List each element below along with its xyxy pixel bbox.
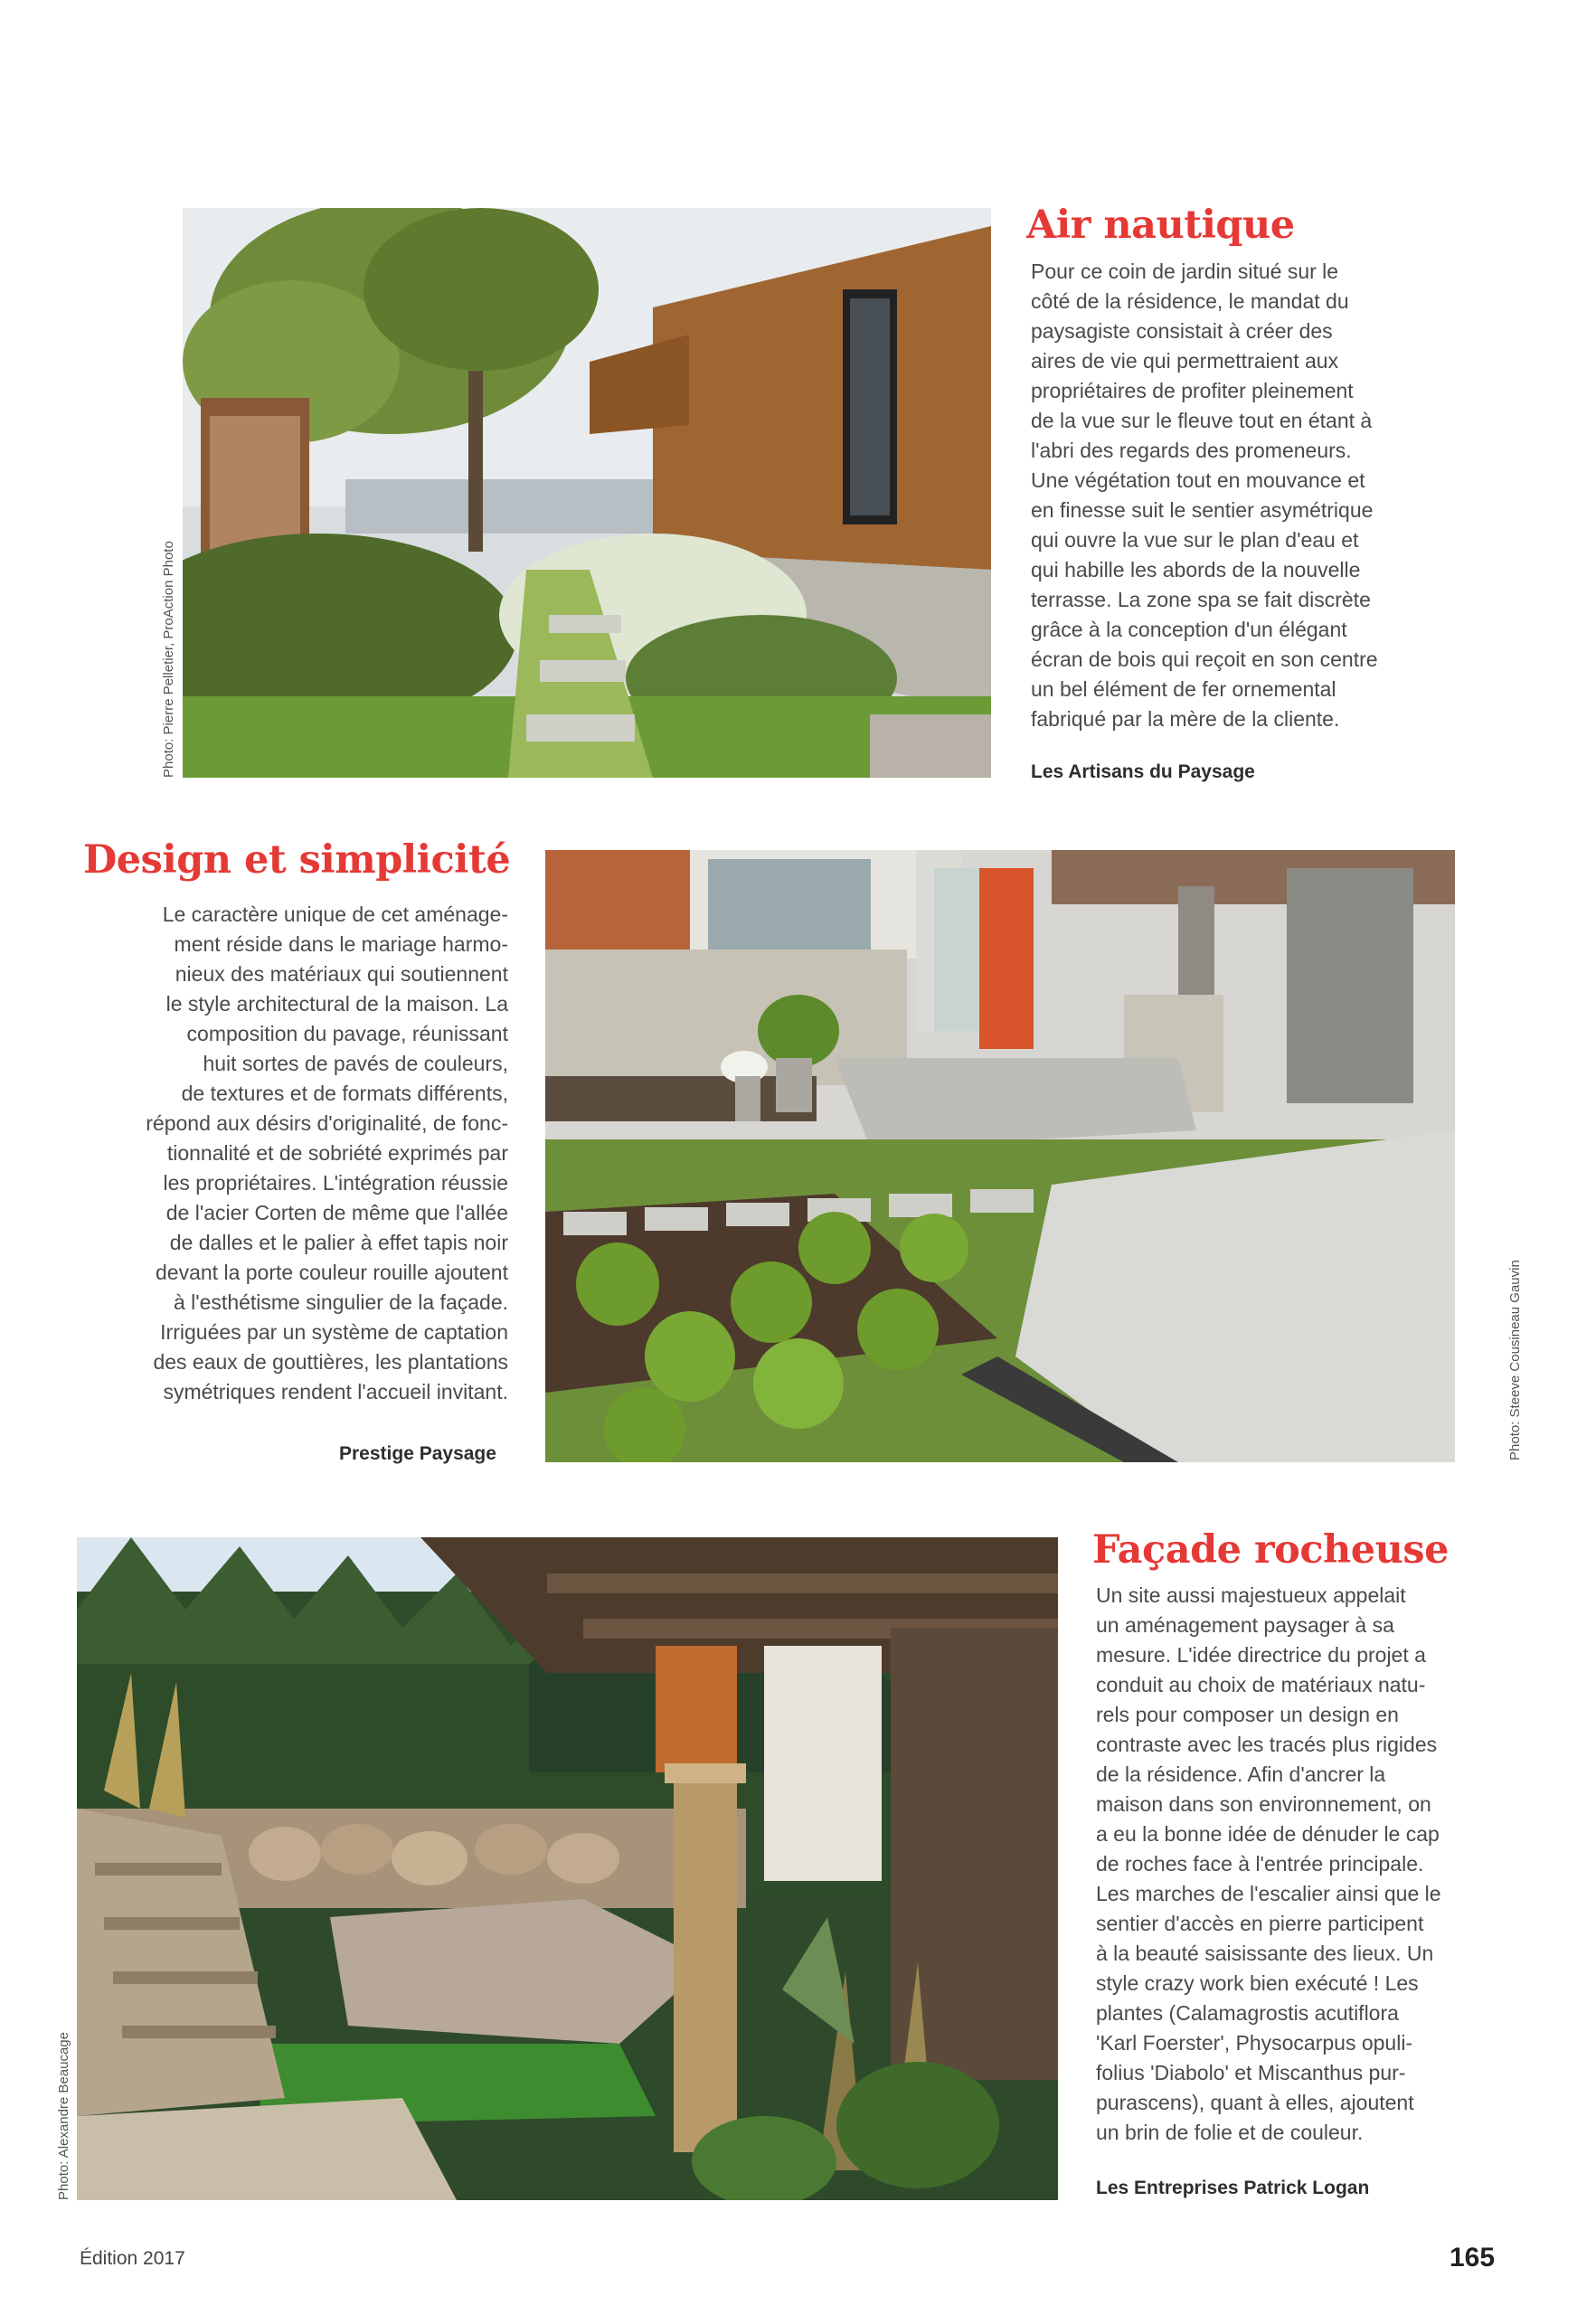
text-line: huit sortes de pavés de couleurs, <box>203 1052 508 1075</box>
text-line: qui habille les abords de la nouvelle <box>1031 558 1361 581</box>
text-line: ment réside dans le mariage harmo- <box>174 932 508 956</box>
text-line: maison dans son environnement, on <box>1096 1792 1431 1816</box>
edition-label: Édition 2017 <box>80 2248 185 2269</box>
text-line: répond aux désirs d'originalité, de fonc- <box>146 1111 508 1135</box>
article-title: Air nautique <box>1026 203 1295 248</box>
text-line: propriétaires de profiter pleinement <box>1031 379 1354 402</box>
text-line: de roches face à l'entrée principale. <box>1096 1852 1424 1876</box>
page-number: 165 <box>1450 2243 1496 2272</box>
text-line: côté de la résidence, le mandat du <box>1031 289 1349 313</box>
article-title: Design et simplicité <box>83 837 511 883</box>
article-body <box>1096 1581 1548 2148</box>
text-line: le style architectural de la maison. La <box>165 992 508 1016</box>
article-title: Façade rocheuse <box>1092 1527 1449 1573</box>
text-line: composition du pavage, réunissant <box>186 1022 508 1045</box>
text-line: terrasse. La zone spa se fait discrète <box>1031 588 1371 611</box>
text-line: un bel élément de fer ornemental <box>1031 677 1336 701</box>
company-credit: Les Artisans du Paysage <box>1031 761 1255 782</box>
text-line: les propriétaires. L'intégration réussie <box>163 1171 508 1195</box>
text-line: Pour ce coin de jardin situé sur le <box>1031 260 1339 283</box>
company-credit: Les Entreprises Patrick Logan <box>1096 2178 1370 2198</box>
text-line: purascens), quant à elles, ajoutent <box>1096 2091 1414 2114</box>
text-line: des eaux de gouttières, les plantations <box>153 1350 508 1374</box>
article-body <box>1031 257 1483 734</box>
text-line: folius 'Diabolo' et Miscanthus pur- <box>1096 2061 1406 2084</box>
text-line: aires de vie qui permettraient aux <box>1031 349 1339 373</box>
text-line: Irriguées par un système de captation <box>160 1320 508 1344</box>
text-line: nieux des matériaux qui soutiennent <box>175 962 508 986</box>
photo-credit: Photo: Steeve Cousineau Gauvin <box>1507 1260 1523 1460</box>
text-line: plantes (Calamagrostis acutiflora <box>1096 2001 1399 2025</box>
photo-credit: Photo: Pierre Pelletier, ProAction Photo <box>161 541 176 778</box>
text-line: en finesse suit le sentier asymétrique <box>1031 498 1374 522</box>
article-body <box>54 900 508 1407</box>
text-line: devant la porte couleur rouille ajoutent <box>156 1261 508 1284</box>
text-line: de la vue sur le fleuve tout en étant à <box>1031 409 1373 432</box>
text-line: un aménagement paysager à sa <box>1096 1613 1394 1637</box>
photo-air-nautique <box>183 208 991 778</box>
text-line: de textures et de formats différents, <box>181 1082 508 1105</box>
text-line: fabriqué par la mère de la cliente. <box>1031 707 1340 731</box>
text-line: style crazy work bien exécuté ! Les <box>1096 1971 1419 1995</box>
text-line: mesure. L'idée directrice du projet a <box>1096 1643 1426 1667</box>
text-line: a eu la bonne idée de dénuder le cap <box>1096 1822 1440 1846</box>
text-line: de la résidence. Afin d'ancrer la <box>1096 1762 1386 1786</box>
text-line: un brin de folie et de couleur. <box>1096 2121 1364 2144</box>
text-line: symétriques rendent l'accueil invitant. <box>163 1380 508 1403</box>
text-line: paysagiste consistait à créer des <box>1031 319 1333 343</box>
text-line: Une végétation tout en mouvance et <box>1031 468 1365 492</box>
text-line: rels pour composer un design en <box>1096 1703 1399 1726</box>
company-credit: Prestige Paysage <box>339 1443 496 1464</box>
text-line: Le caractère unique de cet aménage- <box>162 902 508 926</box>
text-line: l'abri des regards des promeneurs. <box>1031 439 1352 462</box>
text-line: à la beauté saisissante des lieux. Un <box>1096 1942 1434 1965</box>
text-line: conduit au choix de matériaux natu- <box>1096 1673 1426 1696</box>
text-line: qui ouvre la vue sur le plan d'eau et <box>1031 528 1359 552</box>
photo-credit: Photo: Alexandre Beaucage <box>56 2032 71 2200</box>
text-line: sentier d'accès en pierre participent <box>1096 1912 1424 1935</box>
text-line: contraste avec les tracés plus rigides <box>1096 1733 1438 1756</box>
text-line: 'Karl Foerster', Physocarpus opuli- <box>1096 2031 1413 2055</box>
text-line: Les marches de l'escalier ainsi que le <box>1096 1882 1441 1905</box>
text-line: tionnalité et de sobriété exprimés par <box>166 1141 508 1165</box>
photo-design-simplicite <box>545 850 1455 1462</box>
photo-facade-rocheuse <box>77 1537 1058 2200</box>
text-line: Un site aussi majestueux appelait <box>1096 1583 1406 1607</box>
text-line: de l'acier Corten de même que l'allée <box>165 1201 508 1224</box>
text-line: grâce à la conception d'un élégant <box>1031 618 1347 641</box>
text-line: à l'esthétisme singulier de la façade. <box>173 1290 508 1314</box>
text-line: de dalles et le palier à effet tapis noir <box>169 1231 508 1254</box>
text-line: écran de bois qui reçoit en son centre <box>1031 647 1378 671</box>
